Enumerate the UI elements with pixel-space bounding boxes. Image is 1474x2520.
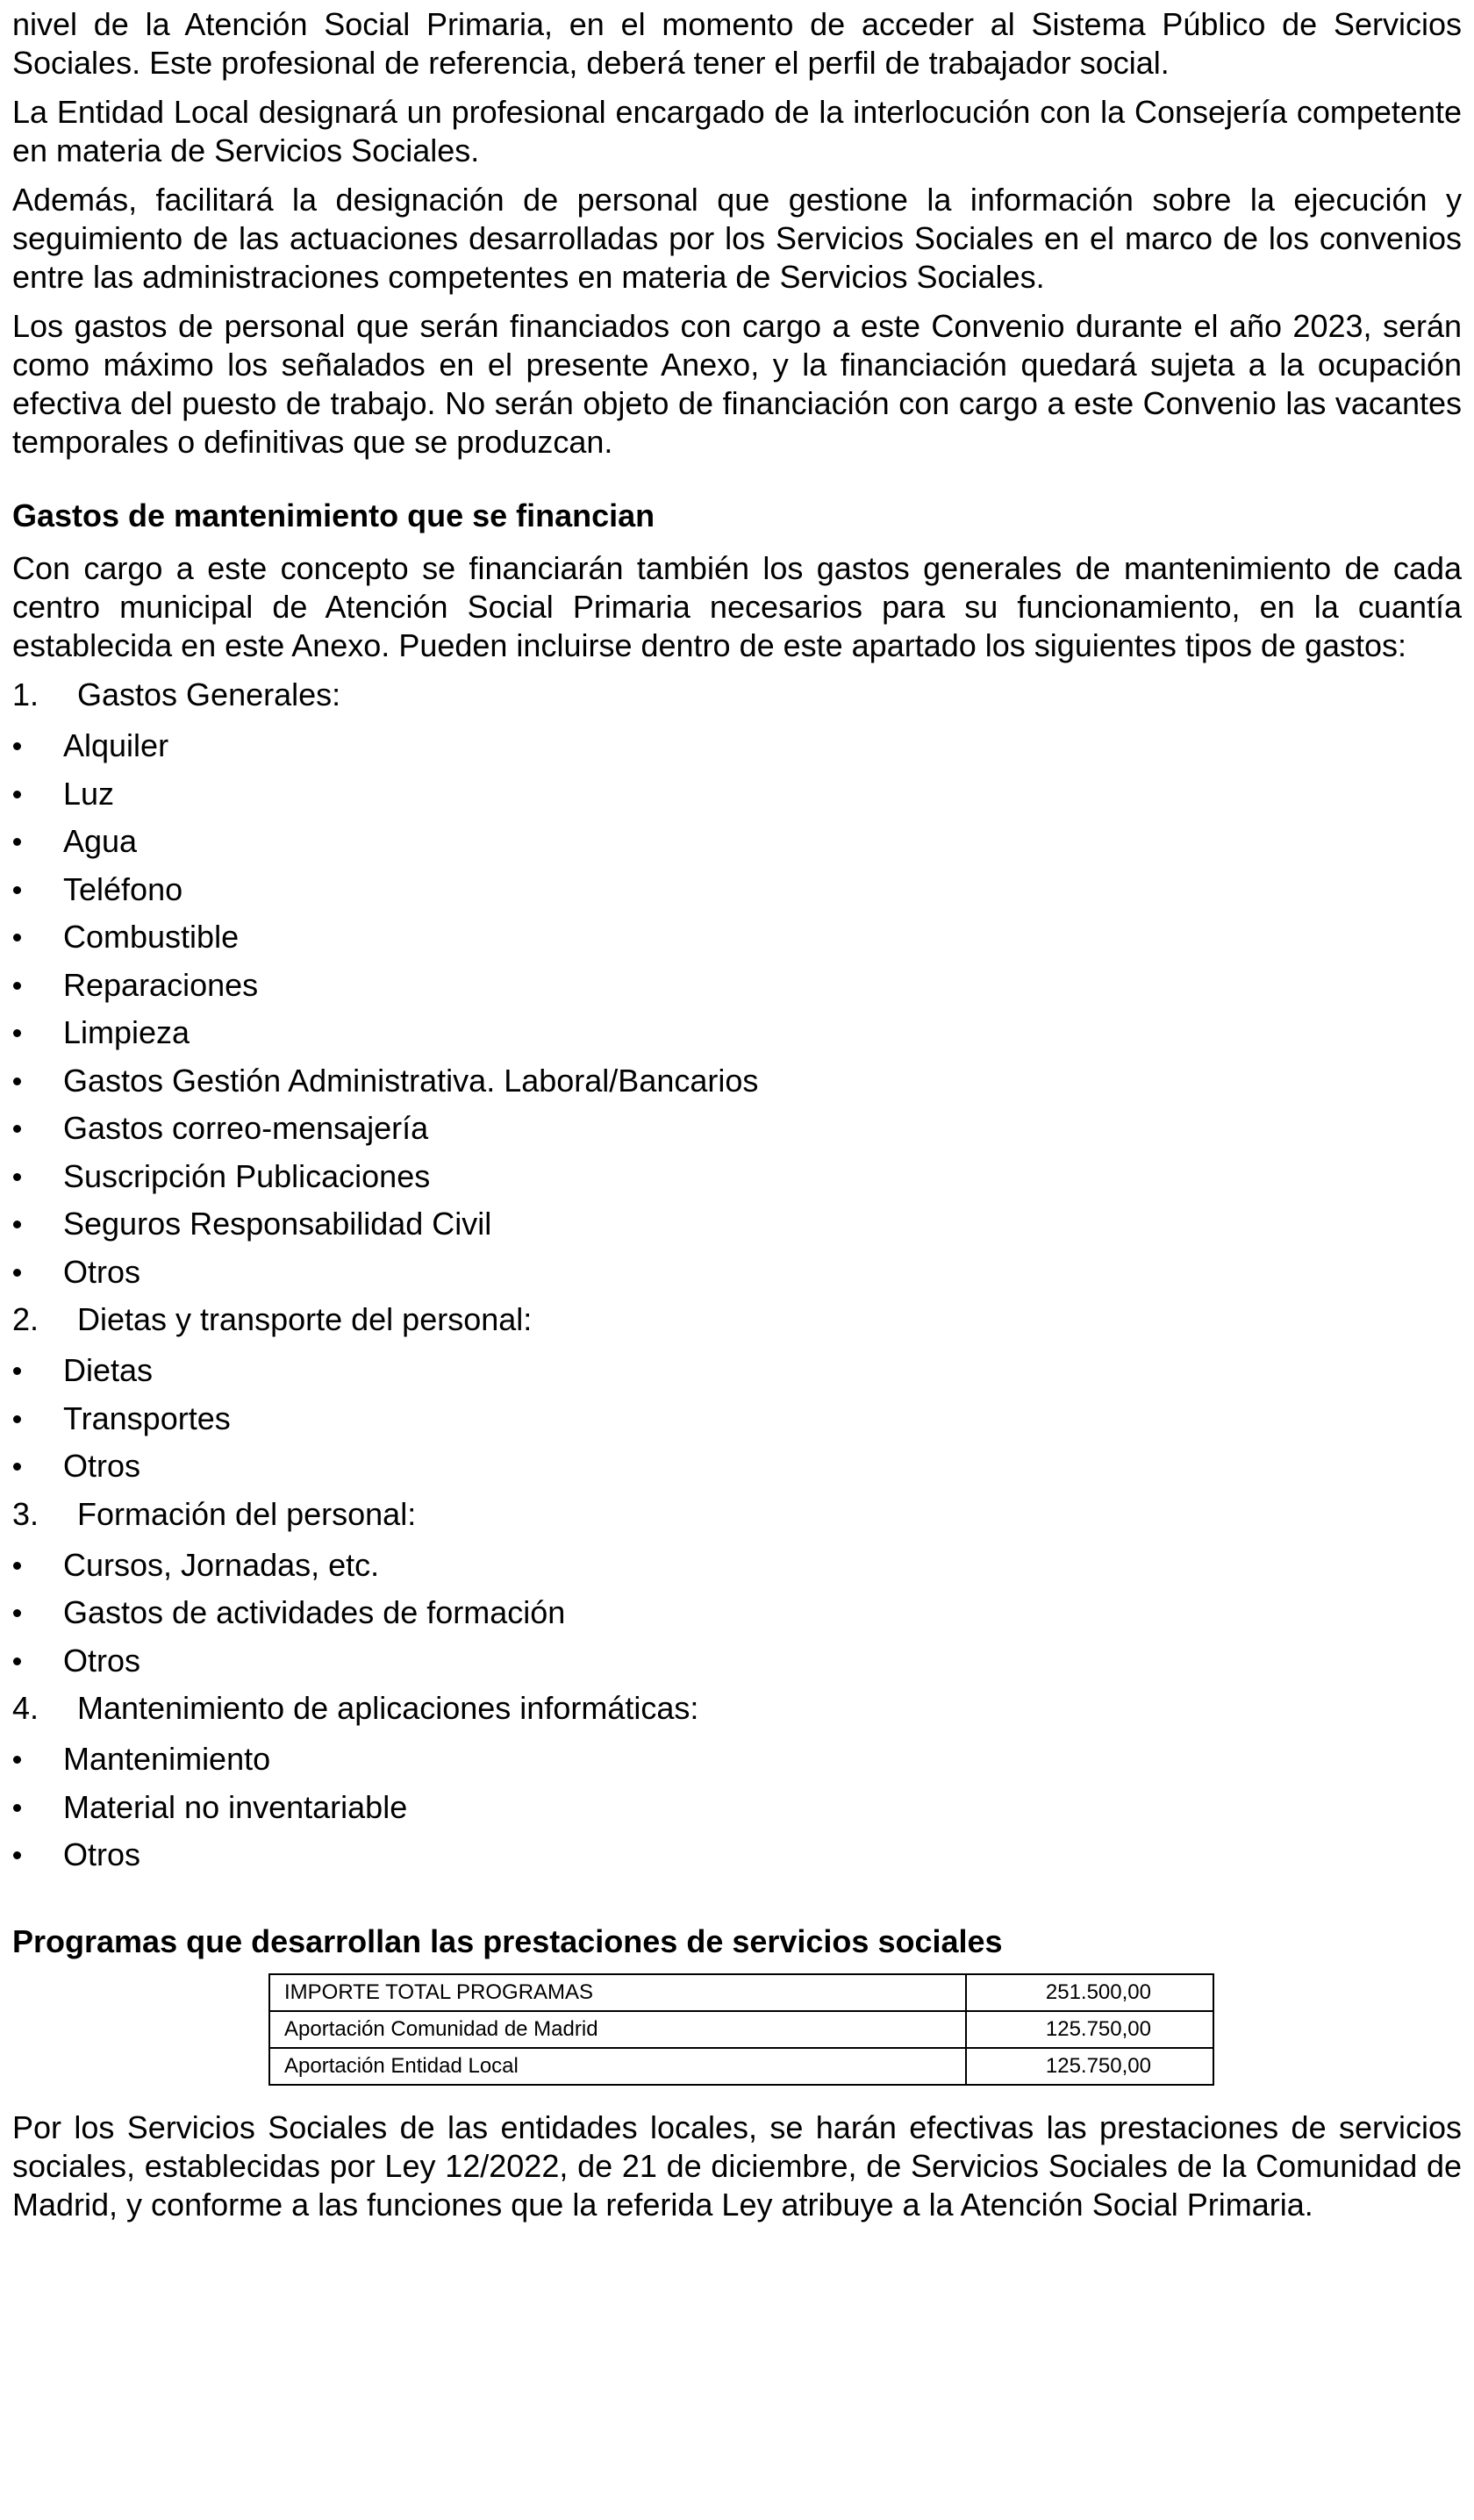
numbered-item: [12, 676, 1462, 727]
bullet-item: [12, 1062, 1462, 1110]
bullet-icon: [12, 1642, 63, 1690]
bullet-text: Cursos, Jornadas, etc.: [63, 1546, 380, 1583]
numbered-item: [12, 1300, 1462, 1351]
bullet-icon: [12, 1400, 63, 1448]
bullet-item: [12, 966, 1462, 1014]
bullet-item: [12, 1253, 1462, 1301]
bullet-text: Combustible: [63, 919, 240, 955]
bullet-item: [12, 1593, 1462, 1642]
table-cell-value: 125.750,00: [966, 2048, 1213, 2085]
bullet-icon: [12, 1157, 63, 1206]
bullet-icon: [12, 1013, 63, 1062]
intro-paragraph-1: nivel de la Atención Social Primaria, en el momento de acceder al Sistema Público de Servicios Sociales. Este profesional de referencia, deberá tener el perfil de trabajador social.: [12, 6, 1462, 81]
bullet-text: Seguros Responsabilidad Civil: [63, 1206, 492, 1242]
bullet-text: Teléfono: [63, 870, 183, 907]
table-cell-label: IMPORTE TOTAL PROGRAMAS: [269, 1974, 966, 2011]
table-cell-label: Aportación Entidad Local: [269, 2048, 966, 2085]
section-heading-mantenimiento: Gastos de mantenimiento que se financian: [12, 498, 655, 533]
item-title: Mantenimiento de aplicaciones informáticas:: [77, 1690, 699, 1726]
closing-paragraph: Por los Servicios Sociales de las entidades locales, se harán efectivas las prestaciones de servicios sociales, establecidas por Ley 12/2022, de 21 de diciembre, de Servicios Sociales de la Comunidad de Madrid, y conforme a las funciones que la referida Ley atribuye a la Atención Social Primaria.: [12, 2108, 1462, 2223]
bullet-item: [12, 727, 1462, 775]
bullet-icon: [12, 966, 63, 1014]
bullet-text: Reparaciones: [63, 966, 259, 1003]
bullet-item: [12, 1013, 1462, 1062]
item-number: 1.: [12, 677, 39, 712]
bullet-text: Agua: [63, 823, 138, 859]
bullet-text: Otros: [63, 1253, 141, 1290]
section-heading-programas: Programas que desarrollan las prestaciones de servicios sociales: [12, 1922, 1003, 1959]
bullet-icon: [12, 727, 63, 775]
table-cell-label: Aportación Comunidad de Madrid: [269, 2011, 966, 2048]
bullet-item: [12, 918, 1462, 966]
bullet-text: Alquiler: [63, 727, 169, 763]
bullet-text: Gastos correo-mensajería: [63, 1110, 429, 1146]
bullet-icon: [12, 1447, 63, 1495]
bullet-item: [12, 1546, 1462, 1594]
bullet-item: [12, 1788, 1462, 1836]
bullet-text: Otros: [63, 1448, 141, 1484]
bullet-icon: [12, 1351, 63, 1400]
table-row: [269, 2011, 1213, 2048]
table-cell-value: 251.500,00: [966, 1974, 1213, 2011]
mantenimiento-intro: Con cargo a este concepto se financiarán también los gastos generales de mantenimiento de cada centro municipal de Atención Social Primaria necesarios para su funcionamiento, en la cuantía establecida en este Anexo. Pueden incluirse dentro de este apartado los siguientes tipos de gastos:: [12, 550, 1462, 663]
table-row: [269, 2048, 1213, 2085]
bullet-text: Limpieza: [63, 1014, 190, 1050]
bullet-item: [12, 1109, 1462, 1157]
item-title: Gastos Generales:: [77, 677, 341, 712]
bullet-icon: [12, 1253, 63, 1301]
numbered-item: [12, 1495, 1462, 1546]
bullet-icon: [12, 1740, 63, 1788]
item-number: 2.: [12, 1301, 39, 1337]
bullet-item: [12, 1642, 1462, 1690]
item-number: 4.: [12, 1690, 39, 1726]
intro-paragraph-2: La Entidad Local designará un profesional encargado de la interlocución con la Consejería competente en materia de Servicios Sociales.: [12, 94, 1462, 168]
bullet-icon: [12, 1062, 63, 1110]
bullet-icon: [12, 1205, 63, 1253]
bullet-icon: [12, 775, 63, 823]
bullet-text: Mantenimiento: [63, 1741, 271, 1777]
bullet-item: [12, 1157, 1462, 1206]
amounts-table: [268, 1973, 1214, 2086]
bullet-icon: [12, 870, 63, 919]
bullet-text: Transportes: [63, 1400, 231, 1436]
bullet-text: Material no inventariable: [63, 1788, 408, 1825]
bullet-text: Otros: [63, 1642, 141, 1679]
bullet-icon: [12, 1788, 63, 1836]
bullet-text: Luz: [63, 775, 115, 812]
bullet-item: [12, 775, 1462, 823]
bullet-text: Suscripción Publicaciones: [63, 1157, 431, 1194]
bullet-item: [12, 1836, 1462, 1884]
table-row: [269, 1974, 1213, 2011]
bullet-icon: [12, 822, 63, 870]
bullet-text: Otros: [63, 1836, 141, 1872]
bullet-item: [12, 1447, 1462, 1495]
bullet-text: Gastos Gestión Administrativa. Laboral/Bancarios: [63, 1062, 759, 1099]
bullet-icon: [12, 1836, 63, 1884]
bullet-text: Gastos de actividades de formación: [63, 1594, 566, 1630]
table-cell-value: 125.750,00: [966, 2011, 1213, 2048]
intro-paragraph-3: Además, facilitará la designación de personal que gestione la información sobre la ejecución y seguimiento de las actuaciones desarrolladas por los Servicios Sociales en el marco de los convenios entre las administraciones competentes en materia de Servicios Sociales.: [12, 182, 1462, 295]
bullet-item: [12, 1740, 1462, 1788]
bullet-item: [12, 870, 1462, 919]
bullet-item: [12, 1351, 1462, 1400]
bullet-text: Dietas: [63, 1352, 154, 1388]
bullet-icon: [12, 1546, 63, 1594]
bullet-icon: [12, 1593, 63, 1642]
item-number: 3.: [12, 1495, 39, 1532]
item-title: Dietas y transporte del personal:: [77, 1301, 533, 1337]
bullet-item: [12, 822, 1462, 870]
document-page: [12, 5, 1462, 2235]
intro-paragraph-4: Los gastos de personal que serán financiados con cargo a este Convenio durante el año 2023, serán como máximo los señalados en el presente Anexo, y la financiación quedará sujeta a la ocupación efectiva del puesto de trabajo. No serán objeto de financiación con cargo a este Convenio las vacantes temporales o definitivas que se produzcan.: [12, 308, 1462, 460]
bullet-item: [12, 1205, 1462, 1253]
bullet-icon: [12, 918, 63, 966]
item-title: Formación del personal:: [77, 1495, 417, 1532]
bullet-icon: [12, 1109, 63, 1157]
bullet-item: [12, 1400, 1462, 1448]
numbered-item: [12, 1689, 1462, 1740]
